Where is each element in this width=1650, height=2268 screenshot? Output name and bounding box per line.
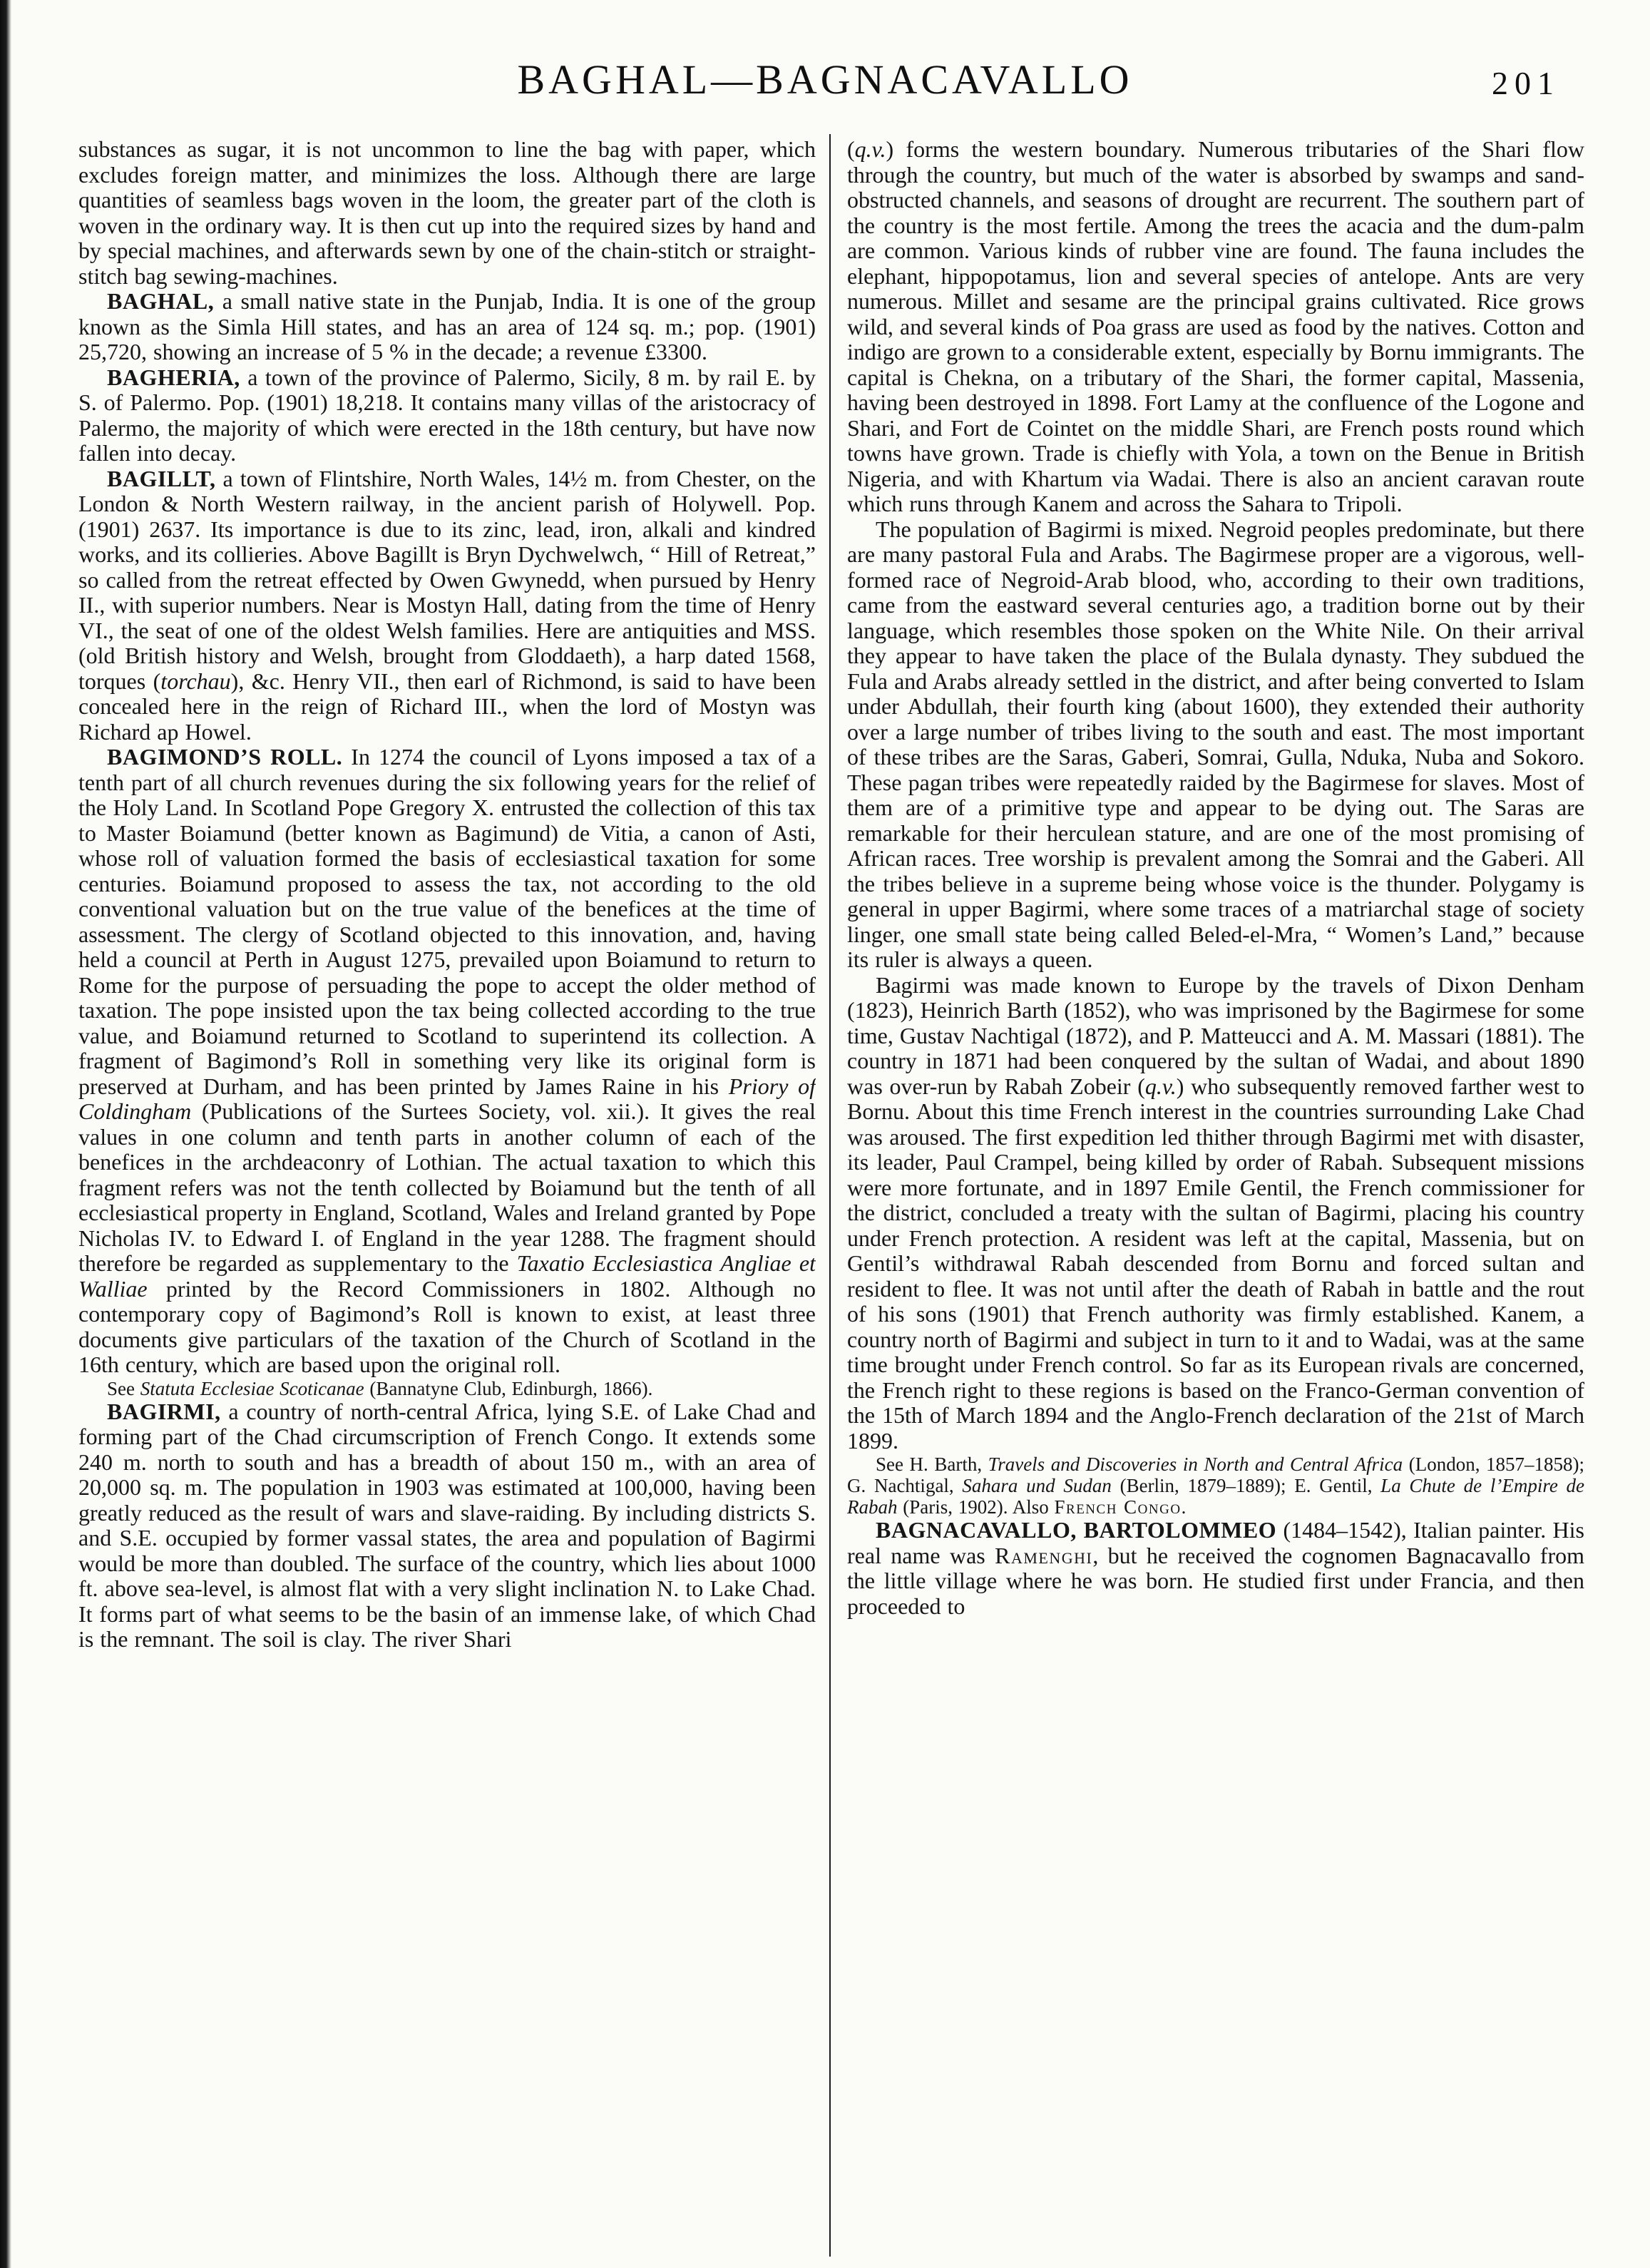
column-right [847,137,1584,2257]
running-title: BAGHAL—BAGNACAVALLO [517,56,1133,103]
page-number: 201 [1492,65,1560,101]
entry-bagirmi-population-paragraph: The population of Bagirmi is mixed. Negroid peoples predominate, but there are many pastoral Fula and Arabs. The Bagirmese proper are a vigorous, well-formed race of Negroid-Arab blood, who, according to their own traditions, came from the eastward several centuries ago, a tradition borne out by their language, which resembles those spoken on the White Nile. On their arrival they appear to have taken the place of the Bulala dynasty. They subdued the Fula and Arabs already settled in the district, and after being converted to Islam under Abdullah, their fourth king (about 1600), they extended their authority over a large number of tribes living to the south and east. The most important of these tribes are the Saras, Gaberi, Somrai, Gulla, Nduka, Nuba and Sokoro. These pagan tribes were repeatedly raided by the Bagirmese for slaves. Most of them are of a primitive type and appear to be dying out. The Saras are remarkable for their herculean stature, and are one of the most promising of African races. Tree worship is prevalent among the Somrai and the Gaberi. All the tribes believe in a supreme being whose voice is the thunder. Polygamy is general in upper Bagirmi, where some traces of a matriarchal stage of society linger, one small state being called Beled-el-Mra, “ Women’s Land,” because its ruler is always a queen. [847,516,1584,972]
entry-bagheria: BAGHERIA, a town of the province of Palermo, Sicily, 8 m. by rail E. by S. of Palermo. Pop. (1901) 18,218. It contains many villas of the aristocracy of Palermo, the majority of which were erected in the 18th century, but have now fallen into decay. [78,364,816,466]
entry-bagirmi: BAGIRMI, a country of north-central Africa, lying S.E. of Lake Chad and forming part of the Chad circumscription of French Congo. It extends some 240 m. north to south and has a breadth of about 150 m., with an area of 20,000 sq. m. The population in 1903 was estimated at 100,000, having been greatly reduced as the result of wars and slave-raiding. By including districts S. and S.E. occupied by former vassal states, the area and population of Bagirmi would be more than doubled. The surface of the country, which lies about 1000 ft. above sea-level, is almost flat with a very slight inclination N. to Lake Chad. It forms part of what seems to be the basin of an immense lake, of which Chad is the remnant. The soil is clay. The river Shari [78,1398,816,1652]
entry-bagirmi-reference: See H. Barth, Travels and Discoveries in North and Central Africa (London, 1857–1858); G. Nachtigal, Sahara und Sudan (Berlin, 1879–1889); E. Gentil, La Chute de l’Empire de Rabah (Paris, 1902). Also French Congo. [847,1454,1584,1518]
entry-bagnacavallo: BAGNACAVALLO, BARTOLOMMEO (1484–1542), Italian painter. His real name was Ramenghi, but he received the cognomen Bagnacavallo from the little village where he was born. He studied first under Francia, and then proceeded to [847,1517,1584,1619]
entry-bagirmi-continuation: (q.v.) forms the western boundary. Numerous tributaries of the Shari flow through the country, but much of the water is absorbed by swamps and sand-obstructed channels, and seasons of drought are recurrent. The southern part of the country is the most fertile. Among the trees the acacia and the dum-palm are common. Various kinds of rubber vine are found. The fauna includes the elephant, hippopotamus, lion and several species of antelope. Ants are very numerous. Millet and sesame are the principal grains cultivated. Rice grows wild, and several kinds of Poa grass are used as food by the natives. Cotton and indigo are grown to a considerable extent, especially by Bornu immigrants. The capital is Chekna, on a tributary of the Shari, the former capital, Massenia, having been destroyed in 1898. Fort Lamy at the confluence of the Logone and Shari, and Fort de Cointet on the middle Shari, are French posts round which towns have grown. Trade is chiefly with Yola, a town on the Benue in British Nigeria, and with Khartum via Wadai. There is also an ancient caravan route which runs through Kanem and across the Sahara to Tripoli. [847,137,1584,516]
entry-bagimonds-roll-reference: See Statuta Ecclesiae Scoticanae (Bannatyne Club, Edinburgh, 1866). [107,1377,653,1399]
entry-bagimonds-roll: BAGIMOND’S ROLL. In 1274 the council of Lyons imposed a tax of a tenth part of all church revenues during the six following years for the relief of the Holy Land. In Scotland Pope Gregory X. entrusted the collection of this tax to Master Boiamund (better known as Bagimund) de Vitia, a canon of Asti, whose roll of valuation formed the basis of ecclesiastical taxation for some centuries. Boiamund proposed to assess the tax, not according to the old conventional valuation but on the true value of the benefices at the time of assessment. The clergy of Scotland objected to this innovation, and, having held a council at Perth in August 1275, prevailed upon Boiamund to return to Rome for the purpose of persuading the pope to accept the older method of taxation. The pope insisted upon the tax being collected according to the true value, and Boiamund returned to Scotland to superintend its collection. A fragment of Bagimond’s Roll in something very like its original form is preserved at Durham, and has been printed by James Raine in his Priory of Coldingham (Publications of the Surtees Society, vol. xii.). It gives the real values in one column and tenth parts in another column of each of the benefices in the archdeaconry of Lothian. The actual taxation to which this fragment refers was not the tenth collected by Boiamund but the tenth of all ecclesiastical property in England, Scotland, Wales and Ireland granted by Pope Nicholas IV. to Edward I. of England in the year 1288. The fragment should therefore be regarded as supplementary to the Taxatio Ecclesiastica Angliae et Walliae printed by the Record Commissioners in 1802. Although no contemporary copy of Bagimond’s Roll is known to exist, at least three documents give particulars of the taxation of the Church of Scotland in the 16th century, which are based upon the original roll. [78,744,816,1377]
entry-baghal: BAGHAL, a small native state in the Punjab, India. It is one of the group known as the Simla Hill states, and has an area of 124 sq. m.; pop. (1901) 25,720, showing an increase of 5 % in the decade; a revenue £3300. [78,288,816,364]
text-columns [78,137,1584,2257]
page-header [0,50,1650,121]
bag-article-continuation-paragraph: substances as sugar, it is not uncommon to line the bag with paper, which excludes foreign matter, and minimizes the loss. Although there are large quantities of seamless bags woven in the loom, the greater part of the cloth is woven in the ordinary way. It is then cut up into the required sizes by hand and by special machines, and afterwards sewn by one of the chain-stitch or straight-stitch bag sewing-machines. [78,137,816,289]
entry-bagillt: BAGILLT, a town of Flintshire, North Wales, 14½ m. from Chester, on the London & North Western railway, in the ancient parish of Holywell. Pop. (1901) 2637. Its importance is due to its zinc, lead, iron, alkali and kindred works, and its collieries. Above Bagillt is Bryn Dychwelwch, “ Hill of Retreat,” so called from the retreat effected by Owen Gwynedd, when pursued by Henry II., with superior numbers. Near is Mostyn Hall, dating from the time of Henry VI., the seat of one of the oldest Welsh families. Here are antiquities and MSS. (old British history and Welsh, brought from Gloddaeth), a harp dated 1568, torques (torchau), &c. Henry VII., then earl of Richmond, is said to have been concealed here in the reign of Richard III., when the lord of Mostyn was Richard ap Howel. [78,465,816,745]
column-left [78,137,816,2257]
scan-gutter-shadow [0,0,11,2268]
entry-bagirmi-history-paragraph: Bagirmi was made known to Europe by the travels of Dixon Denham (1823), Heinrich Barth (1852), who was imprisoned by the Bagirmese for some time, Gustav Nachtigal (1872), and P. Matteucci and A. M. Massari (1881). The country in 1871 had been conquered by the sultan of Wadai, and about 1890 was over-run by Rabah Zobeir (q.v.) who subsequently removed farther west to Bornu. About this time French interest in the countries surrounding Lake Chad was aroused. The first expedition led thither through Bagirmi met with disaster, its leader, Paul Crampel, being killed by order of Rabah. Subsequent missions were more fortunate, and in 1897 Emile Gentil, the French commissioner for the district, concluded a treaty with the sultan of Bagirmi, placing his country under French protection. A resident was left at the capital, Massenia, but on Gentil’s withdrawal Rabah descended from Bornu and forced sultan and resident to flee. It was not until after the death of Rabah in battle and the rout of his sons (1901) that French authority was firmly established. Kanem, a country north of Bagirmi and subject in turn to it and to Wadai, was at the same time brought under French control. So far as its European rivals are concerned, the French right to these regions is based on the Franco-German convention of the 15th of March 1894 and the Anglo-French declaration of the 21st of March 1899. [847,971,1584,1454]
